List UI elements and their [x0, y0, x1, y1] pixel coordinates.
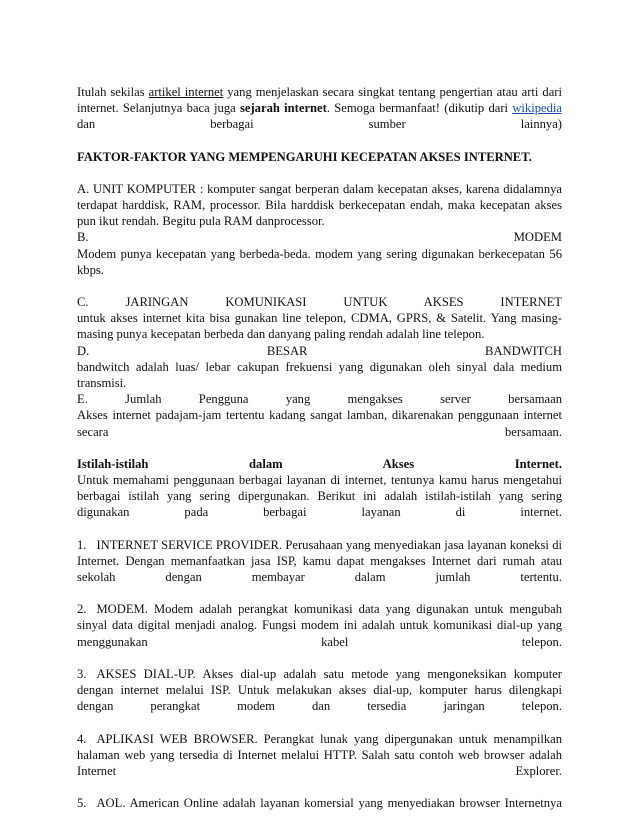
list-item	[77, 537, 562, 586]
document-body	[77, 84, 562, 811]
list-item	[77, 731, 562, 780]
item-4-text: APLIKASI WEB BROWSER. Perangkat lunak yang dipergunakan untuk menampilkan halaman web yang tersedia di Internet melalui HTTP. Salah satu contoh web browser adalah Internet Explorer.	[77, 731, 562, 778]
section-d-text: bandwitch adalah luas/ lebar cakupan frekuensi yang digunakan oleh sinyal dala medium transmisi.	[77, 359, 562, 391]
item-2-number: 2.	[77, 602, 87, 617]
intro-paragraph	[77, 84, 562, 116]
list-item	[77, 601, 562, 650]
intro-line-3: dan berbagai sumber lainnya)	[77, 117, 562, 132]
item-2-text: MODEM. Modem adalah perangkat komunikasi data yang digunakan untuk mengubah sinyal data digital menjadi analog. Fungsi modem ini adalah untuk komunikasi dial-up yang menggunakan kabel telepon.	[77, 602, 562, 649]
istilah-text: Untuk memahami penggunaan berbagai layanan di internet, tentunya kamu harus mengetahui berbagai istilah yang sering dipergunakan. Berikut ini adalah istilah-istilah yang sering digunakan pada berbagai layanan di internet.	[77, 473, 562, 520]
intro-text-2: yang menjelaskan secara singkat tentang pengertian atau arti dari internet. Selanjutnya baca juga	[77, 85, 562, 116]
item-3-number: 3.	[77, 666, 87, 681]
section-c-text: untuk akses internet kita bisa gunakan line telepon, CDMA, GPRS, & Satelit. Yang masing-masing punya kecepatan berbeda dan danyang paling rendah adalah line telepon.	[77, 311, 562, 342]
item-5-number: 5.	[77, 796, 87, 811]
section-d-label: D. BESAR BANDWITCH	[77, 343, 562, 358]
artikel-internet-link[interactable]: artikel internet	[148, 85, 224, 99]
item-4-number: 4.	[77, 731, 87, 746]
section-b-text: Modem punya kecepatan yang berbeda-beda. modem yang sering digunakan berkecepatan 56 kbps.	[77, 246, 562, 277]
section-a-text: A. UNIT KOMPUTER : komputer sangat berperan dalam kecepatan akses, karena didalamnya terdapat harddisk, RAM, processor. Bila harddisk berkecepatan endah, maka kecepatan akses pun ikut rendah. Begitu pula RAM danprocessor.	[77, 181, 562, 229]
sejarah-internet-bold: sejarah internet	[240, 101, 327, 116]
section-b-label: B. MODEM	[77, 230, 562, 245]
item-3-text: AKSES DIAL-UP. Akses dial-up adalah satu metode yang mengoneksikan komputer dengan internet melalui ISP. Untuk melakukan akses dial-up, komputer harus dilengkapi dengan perangkat modem dan tersedia jaringan telepon.	[77, 666, 562, 714]
list-item	[77, 795, 562, 811]
item-1-number: 1.	[77, 537, 87, 552]
item-1-text: INTERNET SERVICE PROVIDER. Perusahaan yang menyediakan jasa layanan koneksi di Internet. Dengan memanfaatkan jasa ISP, kamu dapat mengakses Internet dari rumah atau sekolah dengan membayar dalam jumlah tertentu.	[77, 537, 562, 585]
istilah-heading: Istilah-istilah dalam Akses Internet.	[77, 456, 562, 471]
section-c-label: C. JARINGAN KOMUNIKASI UNTUK AKSES INTERNET	[77, 295, 562, 310]
section-e-text: Akses internet padajam-jam tertentu kadang sangat lamban, dikarenakan penggunaan internet secara bersamaan.	[77, 408, 562, 439]
section-e-label: E. Jumlah Pengguna yang mengakses server bersamaan	[77, 392, 562, 407]
wikipedia-link[interactable]: wikipedia	[512, 101, 562, 116]
intro-text-3: . Semoga bermanfaat! (dikutip dari	[326, 101, 513, 116]
intro-text-1: Itulah sekilas	[77, 85, 149, 99]
list-item	[77, 666, 562, 715]
faktor-heading: FAKTOR-FAKTOR YANG MEMPENGARUHI KECEPATAN AKSES INTERNET.	[77, 149, 532, 164]
item-5-text: AOL. American Online adalah layanan komersial yang menyediakan browser Internetnya	[96, 796, 562, 811]
